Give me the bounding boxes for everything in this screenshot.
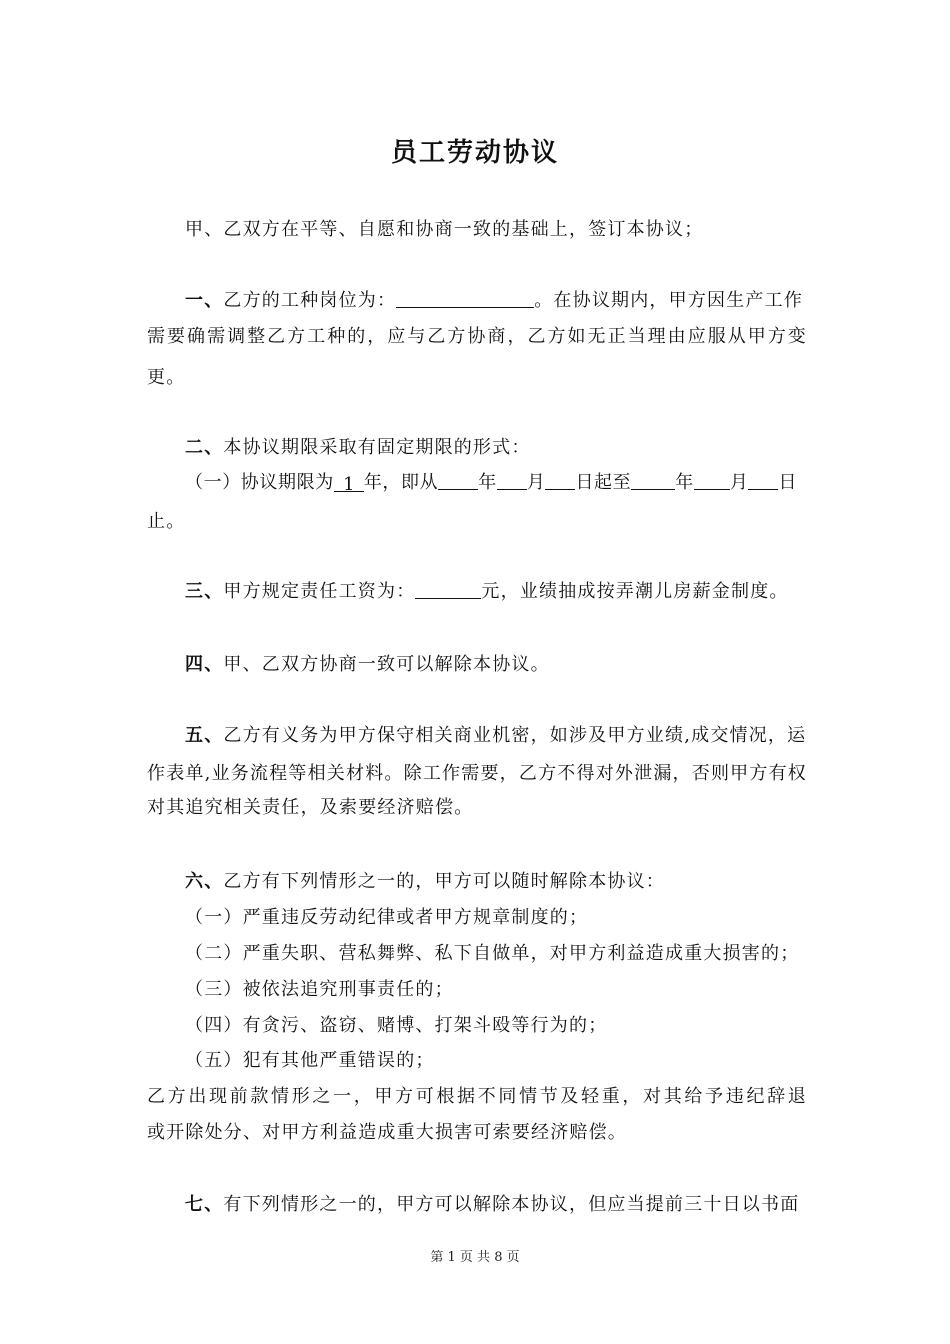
section-5-line-2: 作表单,业务流程等相关材料。除工作需要，乙方不得对外泄漏，否则甲方有权 xyxy=(147,763,807,784)
section-6-item-2: （二）严重失职、营私舞弊、私下自做单，对甲方利益造成重大损害的； xyxy=(185,943,800,964)
section-7-number: 七、 xyxy=(185,1194,224,1215)
section-6-number: 六、 xyxy=(185,871,224,892)
intro-paragraph: 甲、乙双方在平等、自愿和协商一致的基础上，签订本协议； xyxy=(185,219,704,240)
section-2-heading: 二、本协议期限采取有固定期限的形式： xyxy=(185,437,531,458)
section-2-number: 二、 xyxy=(185,437,224,458)
section-4-line: 四、甲、乙双方协商一致可以解除本协议。 xyxy=(185,654,550,675)
job-position-blank[interactable] xyxy=(396,289,534,308)
salary-blank[interactable] xyxy=(415,580,481,599)
start-day-blank[interactable] xyxy=(545,471,575,490)
section-6-item-3: （三）被依法追究刑事责任的； xyxy=(185,979,454,1000)
section-3-number: 三、 xyxy=(185,581,224,602)
section-6-after-line-1: 乙方出现前款情形之一，甲方可根据不同情节及轻重，对其给予违纪辞退 xyxy=(147,1086,807,1107)
section-6-item-5: （五）犯有其他严重错误的； xyxy=(185,1050,435,1071)
section-6-item-4: （四）有贪污、盗窃、赌博、打架斗殴等行为的； xyxy=(185,1015,608,1036)
section-5-line-3: 对其追究相关责任，及索要经济赔偿。 xyxy=(147,797,474,818)
section-6-after-line-2: 或开除处分、对甲方利益造成重大损害可索要经济赔偿。 xyxy=(147,1122,627,1143)
start-year-blank[interactable] xyxy=(438,471,478,490)
section-2-term-line: （一）协议期限为 1 年，即从 年 月 日起至 年 月 日 xyxy=(185,472,798,495)
section-6-item-1: （一）严重违反劳动纪律或者甲方规章制度的； xyxy=(185,907,589,928)
section-1-line-1: 一、乙方的工种岗位为： 。在协议期内，甲方因生产工作 xyxy=(185,290,804,311)
section-2-term-end: 止。 xyxy=(147,511,186,532)
start-month-blank[interactable] xyxy=(497,471,527,490)
page-footer: 第 1 页 共 8 页 xyxy=(430,1250,520,1265)
section-7-line-1: 七、有下列情形之一的，甲方可以解除本协议，但应当提前三十日以书面 xyxy=(185,1194,800,1215)
section-1-line-3: 更。 xyxy=(147,367,186,388)
end-year-blank[interactable] xyxy=(631,471,675,490)
section-1-line-2: 需要确需调整乙方工种的，应与乙方协商，乙方如无正当理由应服从甲方变 xyxy=(147,326,807,347)
section-5-line-1: 五、乙方有义务为甲方保守相关商业机密，如涉及甲方业绩,成交情况，运 xyxy=(185,725,807,746)
section-5-number: 五、 xyxy=(185,725,224,746)
section-3-line: 三、甲方规定责任工资为： 元，业绩抽成按弄潮儿房薪金制度。 xyxy=(185,581,789,602)
end-month-blank[interactable] xyxy=(694,471,730,490)
end-day-blank[interactable] xyxy=(748,471,778,490)
term-years-blank[interactable]: 1 xyxy=(334,473,364,492)
document-title: 员工劳动协议 xyxy=(390,138,559,168)
section-4-number: 四、 xyxy=(185,654,224,675)
section-6-heading: 六、乙方有下列情形之一的，甲方可以随时解除本协议： xyxy=(185,871,666,892)
section-1-number: 一、 xyxy=(185,290,224,311)
